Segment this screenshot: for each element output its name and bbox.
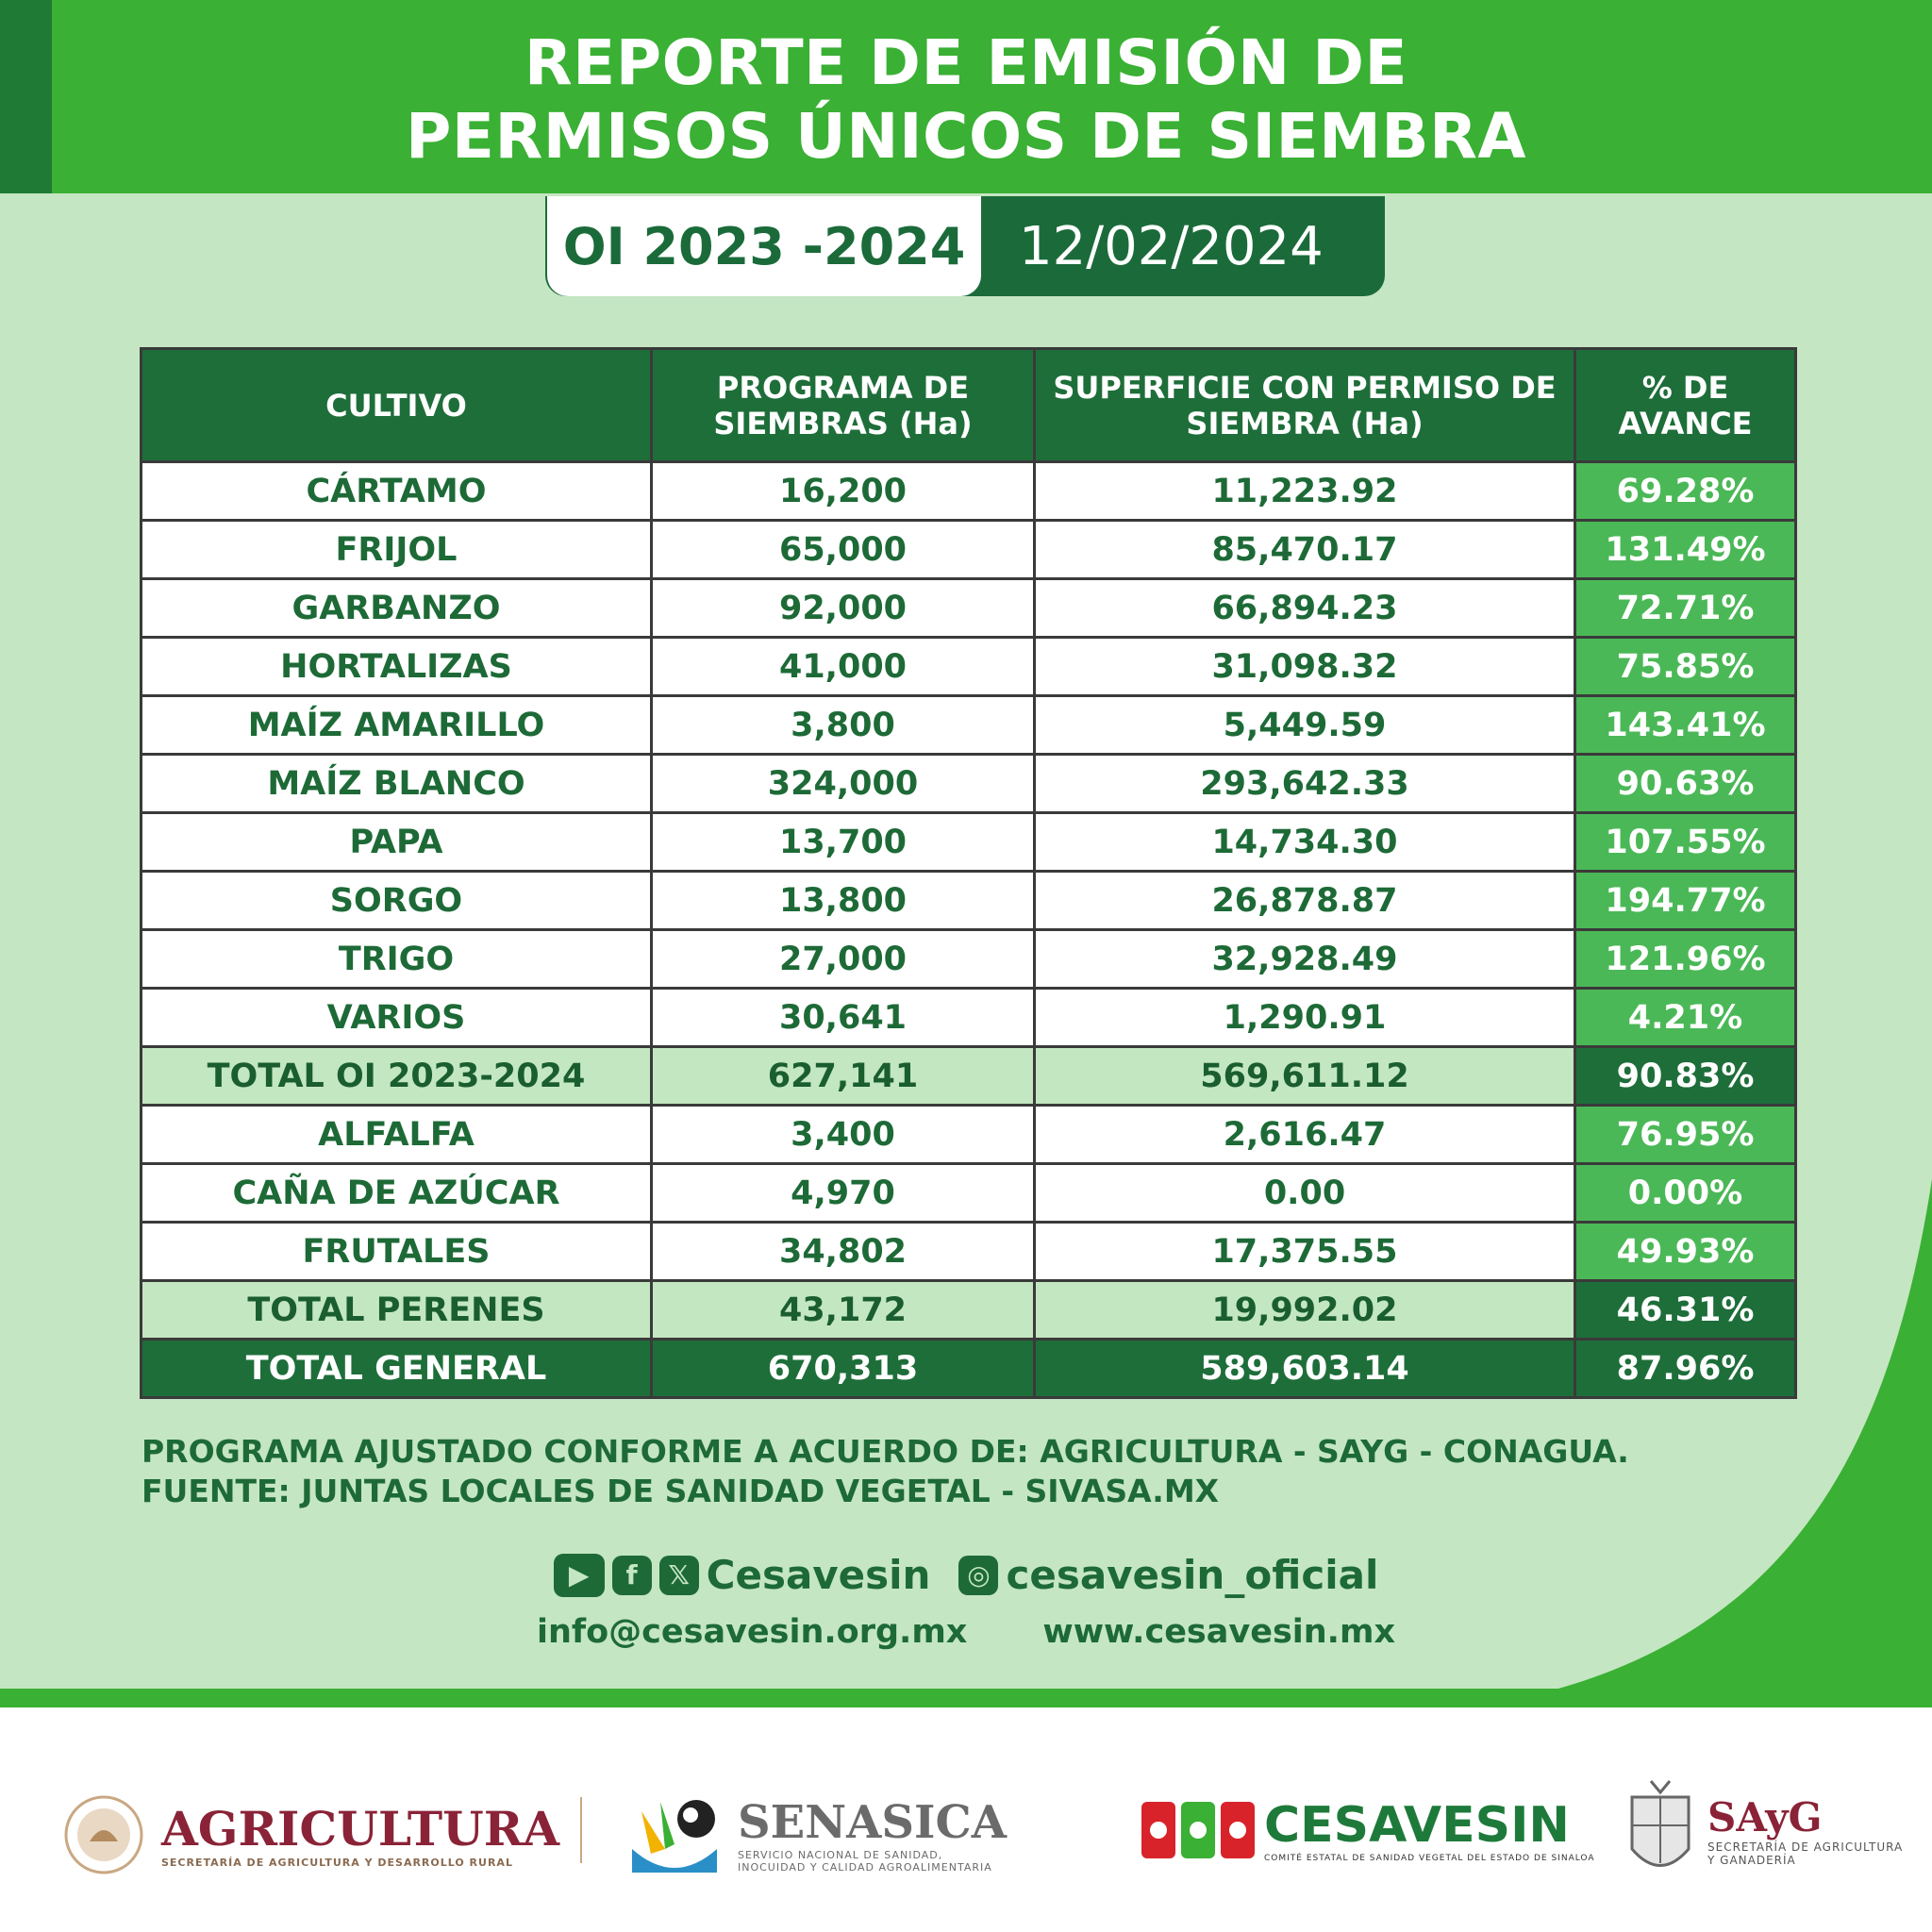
cell-avance: 69.28%: [1575, 462, 1796, 521]
sayg-subtitle-1: SECRETARÍA DE AGRICULTURA: [1707, 1840, 1904, 1854]
table-row: [142, 1047, 1796, 1106]
table-row: [142, 930, 1796, 989]
report-table: [140, 347, 1797, 1399]
cell-superficie: 66,894.23: [1035, 579, 1575, 638]
report-date: 12/02/2024: [1019, 215, 1324, 277]
cell-avance: 72.71%: [1575, 579, 1796, 638]
table-row: [142, 1340, 1796, 1398]
note-program: PROGRAMA AJUSTADO CONFORME A ACUERDO DE: AGRICULTURA - SAYG - CONAGUA.: [142, 1433, 1629, 1470]
cell-superficie: 26,878.87: [1035, 872, 1575, 930]
cell-avance: 107.55%: [1575, 813, 1796, 872]
contacts: [0, 1613, 1932, 1651]
footer-logos: [0, 1707, 1932, 1932]
header-cultivo: CULTIVO: [142, 349, 652, 462]
table-row: [142, 813, 1796, 872]
agricultura-name: AGRICULTURA: [161, 1801, 560, 1857]
senasica-subtitle-2: INOCUIDAD Y CALIDAD AGROALIMENTARIA: [738, 1861, 992, 1874]
header-avance: % DE AVANCE: [1575, 349, 1796, 462]
cell-cultivo: VARIOS: [142, 989, 652, 1047]
cell-cultivo: MAÍZ AMARILLO: [142, 696, 652, 755]
cell-avance: 4.21%: [1575, 989, 1796, 1047]
senasica-emblem-icon: [623, 1783, 726, 1887]
cell-programa: 34,802: [652, 1223, 1035, 1281]
table-row: [142, 462, 1796, 521]
cell-superficie: 85,470.17: [1035, 521, 1575, 579]
cesavesin-emblem-icon: [1141, 1797, 1255, 1863]
cell-superficie: 19,992.02: [1035, 1281, 1575, 1340]
footer-divider: [0, 1689, 1932, 1707]
cell-superficie: 32,928.49: [1035, 930, 1575, 989]
table-row: [142, 755, 1796, 813]
cell-superficie: 2,616.47: [1035, 1106, 1575, 1164]
cell-cultivo: GARBANZO: [142, 579, 652, 638]
social-handle[interactable]: Cesavesin: [706, 1552, 931, 1598]
cell-superficie: 31,098.32: [1035, 638, 1575, 696]
header-superficie: SUPERFICIE CON PERMISO DE SIEMBRA (Ha): [1035, 349, 1575, 462]
table-row: [142, 872, 1796, 930]
page-title: [0, 26, 1932, 174]
cell-cultivo: TOTAL PERENES: [142, 1281, 652, 1340]
table-row: [142, 521, 1796, 579]
cell-superficie: 0.00: [1035, 1164, 1575, 1223]
cell-programa: 627,141: [652, 1047, 1035, 1106]
cell-superficie: 1,290.91: [1035, 989, 1575, 1047]
social-bar: [0, 1552, 1932, 1598]
cell-avance: 75.85%: [1575, 638, 1796, 696]
cell-programa: 324,000: [652, 755, 1035, 813]
cell-cultivo: SORGO: [142, 872, 652, 930]
instagram-icon[interactable]: ◎: [958, 1556, 998, 1595]
cell-programa: 92,000: [652, 579, 1035, 638]
agricultura-subtitle: SECRETARÍA DE AGRICULTURA Y DESARROLLO RURAL: [161, 1857, 513, 1869]
cell-cultivo: TRIGO: [142, 930, 652, 989]
cell-programa: 16,200: [652, 462, 1035, 521]
cell-programa: 30,641: [652, 989, 1035, 1047]
website-link[interactable]: www.cesavesin.mx: [1042, 1613, 1396, 1651]
senasica-logo: [623, 1783, 1007, 1887]
header-programa: PROGRAMA DE SIEMBRAS (Ha): [652, 349, 1035, 462]
cell-avance: 90.83%: [1575, 1047, 1796, 1106]
sayg-name: SAyG: [1707, 1793, 1823, 1840]
cell-programa: 13,800: [652, 872, 1035, 930]
cesavesin-logo: [1141, 1797, 1595, 1863]
cell-avance: 194.77%: [1575, 872, 1796, 930]
cell-programa: 43,172: [652, 1281, 1035, 1340]
title-line-2: PERMISOS ÚNICOS DE SIEMBRA: [405, 100, 1526, 173]
table-header-row: [142, 349, 1796, 462]
cell-cultivo: TOTAL GENERAL: [142, 1340, 652, 1398]
agricultura-logo: [61, 1792, 559, 1877]
cell-cultivo: ALFALFA: [142, 1106, 652, 1164]
cell-superficie: 17,375.55: [1035, 1223, 1575, 1281]
instagram-handle[interactable]: cesavesin_oficial: [1006, 1552, 1379, 1598]
table-row: [142, 1281, 1796, 1340]
cell-avance: 0.00%: [1575, 1164, 1796, 1223]
cell-superficie: 14,734.30: [1035, 813, 1575, 872]
x-icon[interactable]: 𝕏: [659, 1556, 699, 1595]
cell-avance: 121.96%: [1575, 930, 1796, 989]
cell-superficie: 11,223.92: [1035, 462, 1575, 521]
cell-avance: 87.96%: [1575, 1340, 1796, 1398]
cell-programa: 41,000: [652, 638, 1035, 696]
cesavesin-subtitle: COMITÉ ESTATAL DE SANIDAD VEGETAL DEL ESTADO DE SINALOA: [1264, 1854, 1595, 1863]
cell-cultivo: FRIJOL: [142, 521, 652, 579]
cell-programa: 27,000: [652, 930, 1035, 989]
cell-programa: 3,400: [652, 1106, 1035, 1164]
sinaloa-shield-icon: [1623, 1774, 1698, 1887]
cell-superficie: 589,603.14: [1035, 1340, 1575, 1398]
cell-cultivo: FRUTALES: [142, 1223, 652, 1281]
notes: [142, 1432, 1821, 1511]
senasica-subtitle-1: SERVICIO NACIONAL DE SANIDAD,: [738, 1849, 943, 1861]
cell-cultivo: PAPA: [142, 813, 652, 872]
cell-programa: 670,313: [652, 1340, 1035, 1398]
cesavesin-name: CESAVESIN: [1264, 1797, 1570, 1854]
cell-avance: 46.31%: [1575, 1281, 1796, 1340]
table-row: [142, 696, 1796, 755]
cell-superficie: 293,642.33: [1035, 755, 1575, 813]
cell-avance: 49.93%: [1575, 1223, 1796, 1281]
table-row: [142, 579, 1796, 638]
table-row: [142, 1106, 1796, 1164]
facebook-icon[interactable]: f: [612, 1556, 652, 1595]
senasica-name: SENASICA: [738, 1796, 1007, 1849]
cell-programa: 13,700: [652, 813, 1035, 872]
cell-avance: 76.95%: [1575, 1106, 1796, 1164]
cell-programa: 65,000: [652, 521, 1035, 579]
cell-cultivo: TOTAL OI 2023-2024: [142, 1047, 652, 1106]
title-line-1: REPORTE DE EMISIÓN DE: [524, 26, 1408, 99]
cell-programa: 3,800: [652, 696, 1035, 755]
eagle-seal-icon: [61, 1792, 146, 1877]
youtube-icon[interactable]: ▶: [554, 1554, 605, 1597]
note-source: FUENTE: JUNTAS LOCALES DE SANIDAD VEGETAL - SIVASA.MX: [142, 1473, 1220, 1509]
table-row: [142, 638, 1796, 696]
cell-superficie: 569,611.12: [1035, 1047, 1575, 1106]
table-row: [142, 1164, 1796, 1223]
cell-cultivo: CÁRTAMO: [142, 462, 652, 521]
cell-avance: 131.49%: [1575, 521, 1796, 579]
table-row: [142, 989, 1796, 1047]
cell-cultivo: MAÍZ BLANCO: [142, 755, 652, 813]
cycle-label: OI 2023 -2024: [547, 196, 981, 296]
cell-cultivo: HORTALIZAS: [142, 638, 652, 696]
cell-superficie: 5,449.59: [1035, 696, 1575, 755]
cell-avance: 90.63%: [1575, 755, 1796, 813]
logo-separator: [580, 1797, 582, 1863]
sayg-subtitle-2: Y GANADERÍA: [1707, 1853, 1796, 1867]
cell-cultivo: CAÑA DE AZÚCAR: [142, 1164, 652, 1223]
table-row: [142, 1223, 1796, 1281]
cell-avance: 143.41%: [1575, 696, 1796, 755]
sayg-logo: [1623, 1774, 1903, 1887]
email-link[interactable]: info@cesavesin.org.mx: [536, 1613, 968, 1651]
cell-programa: 4,970: [652, 1164, 1035, 1223]
